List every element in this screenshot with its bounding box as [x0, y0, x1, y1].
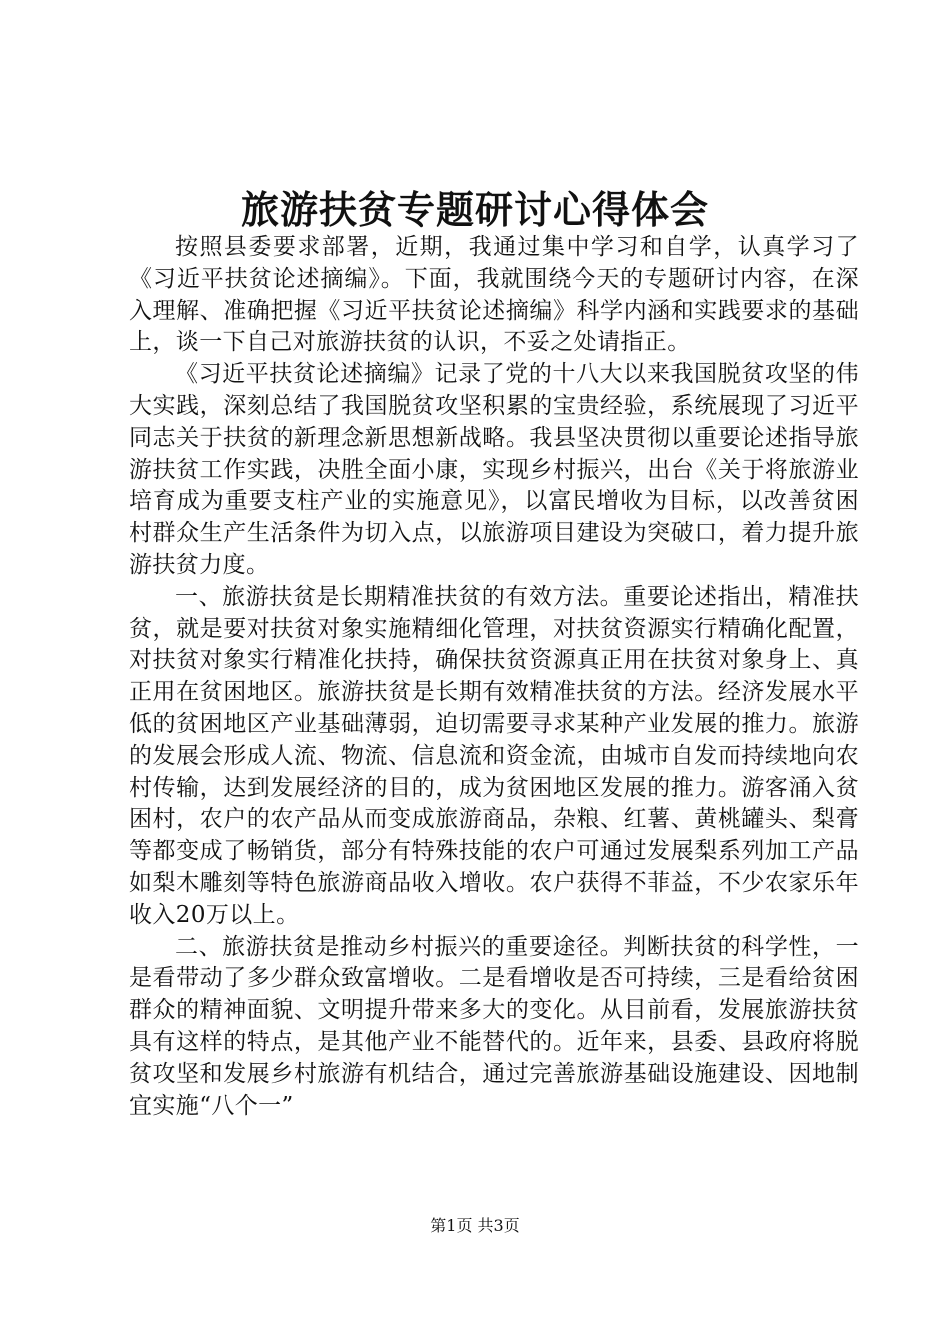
- paragraph-background: 《习近平扶贫论述摘编》记录了党的十八大以来我国脱贫攻坚的伟大实践，深刻总结了我国脱贫攻坚积累的宝贵经验，系统展现了习近平同志关于扶贫的新理念新思想新战略。我县坚决贯彻以重要论述指导旅游扶贫工作实践，决胜全面小康，实现乡村振兴，出台《关于将旅游业培育成为重要支柱产业的实施意见》，以富民增收为目标，以改善贫困村群众生产生活条件为切入点，以旅游项目建设为突破口，着力提升旅游扶贫力度。: [129, 361, 859, 578]
- page-number-footer: 第1页 共3页: [430, 1216, 520, 1235]
- document-body: [129, 232, 859, 1122]
- paragraph-section-one: 一、旅游扶贫是长期精准扶贫的有效方法。重要论述指出，精准扶贫，就是要对扶贫对象实施精细化管理，对扶贫资源实行精确化配置，对扶贫对象实行精准化扶持，确保扶贫资源真正用在扶贫对象身上、真正用在贫困地区。旅游扶贫是长期有效精准扶贫的方法。经济发展水平低的贫困地区产业基础薄弱，迫切需要寻求某种产业发展的推力。旅游的发展会形成人流、物流、信息流和资金流，由城市自发而持续地向农村传输，达到发展经济的目的，成为贫困地区发展的推力。游客涌入贫困村，农户的农产品从而变成旅游商品，杂粮、红薯、黄桃罐头、梨膏等都变成了畅销货，部分有特殊技能的农户可通过发展梨系列加工产品如梨木雕刻等特色旅游商品收入增收。农户获得不菲益，不少农家乐年收入20万以上。: [129, 583, 859, 928]
- paragraph-intro: 按照县委要求部署，近期，我通过集中学习和自学，认真学习了《习近平扶贫论述摘编》。下面，我就围绕今天的专题研讨内容，在深入理解、准确把握《习近平扶贫论述摘编》科学内涵和实践要求的基础上，谈一下自己对旅游扶贫的认识，不妥之处请指正。: [129, 234, 859, 356]
- document-title: 旅游扶贫专题研讨心得体会: [240, 187, 709, 232]
- paragraph-section-two: 二、旅游扶贫是推动乡村振兴的重要途径。判断扶贫的科学性，一是看带动了多少群众致富增收。二是看增收是否可持续，三是看给贫困群众的精神面貌、文明提升带来多大的变化。从目前看，发展旅游扶贫具有这样的特点，是其他产业不能替代的。近年来，县委、县政府将脱贫攻坚和发展乡村旅游有机结合，通过完善旅游基础设施建设、因地制宜实施“八个一”: [129, 933, 859, 1119]
